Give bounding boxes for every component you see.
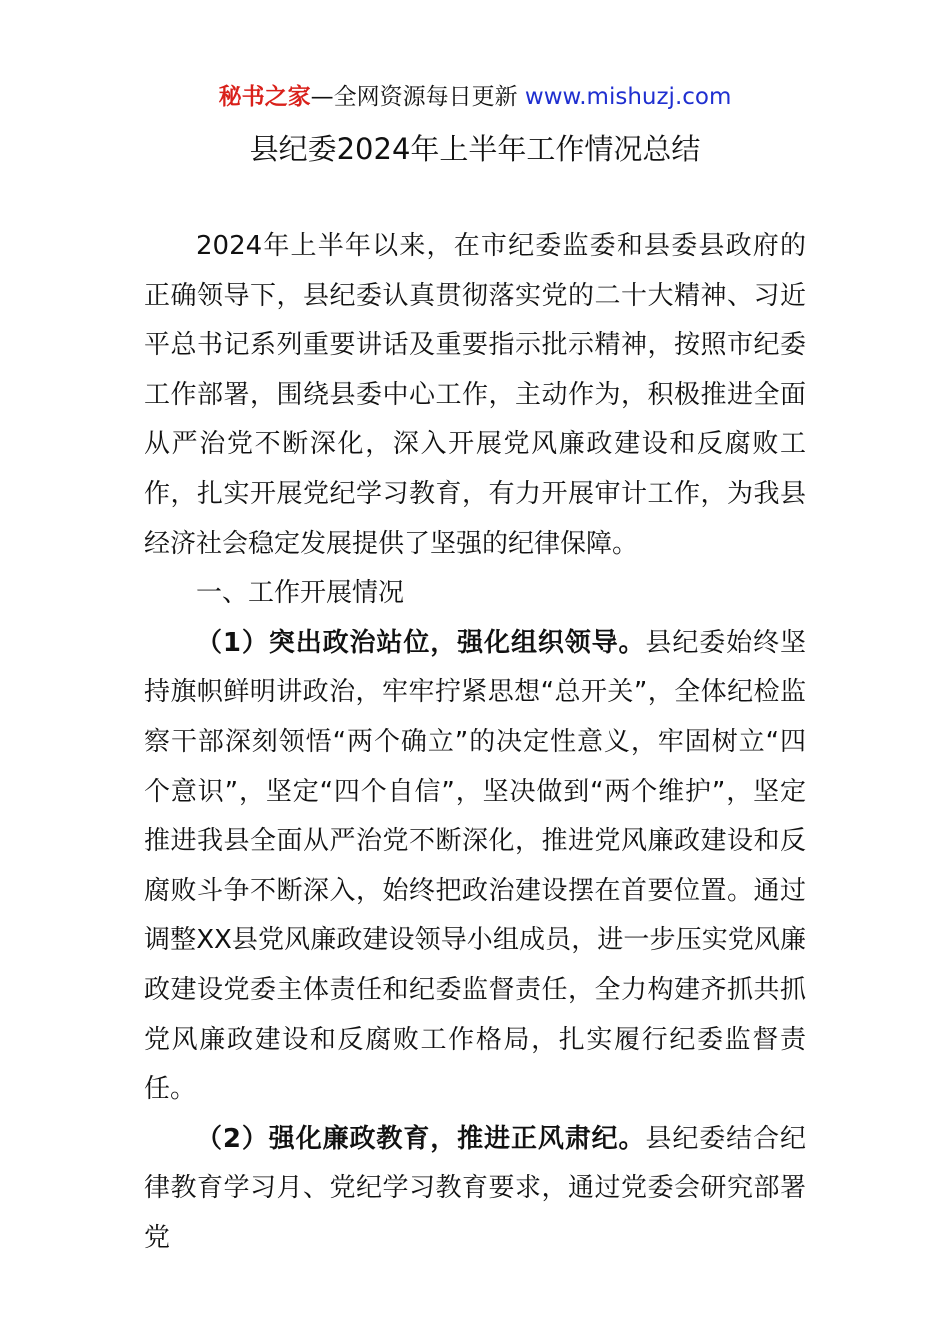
site-name: 秘书之家 [218, 84, 311, 110]
item-1-lead: （1）突出政治站位，强化组织领导。 [196, 627, 646, 658]
item-2-paragraph [144, 1115, 806, 1264]
item-2-lead: （2）强化廉政教育，推进正风肃纪。 [196, 1123, 646, 1154]
site-tagline: —全网资源每日更新 [310, 84, 525, 110]
item-1-paragraph [144, 619, 806, 1115]
document-title: 县纪委2024年上半年工作情况总结 [249, 132, 701, 166]
item-1-body: 县纪委始终坚持旗帜鲜明讲政治，牢牢拧紧思想“总开关”，全体纪检监察干部深刻领悟“两个确立”的决定性意义，牢固树立“四个意识”，坚定“四个自信”，坚决做到“两个维护”，坚定推进我县全面从严治党不断深化，推进党风廉政建设和反腐败斗争不断深入，始终把政治建设摆在首要位置。通过调整XX县党风廉政建设领导小组成员，进一步压实党风廉政建设党委主体责任和纪委监督责任，全力构建齐抓共抓党风廉政建设和反腐败工作格局，扎实履行纪委监督责任。 [144, 627, 806, 1105]
intro-paragraph: 2024年上半年以来，在市纪委监委和县委县政府的正确领导下，县纪委认真贯彻落实党的二十大精神、习近平总书记系列重要讲话及重要指示批示精神，按照市纪委工作部署，围绕县委中心工作，主动作为，积极推进全面从严治党不断深化，深入开展党风廉政建设和反腐败工作，扎实开展党纪学习教育，有力开展审计工作，为我县经济社会稳定发展提供了坚强的纪律保障。 [144, 231, 806, 559]
site-url-link[interactable]: www.mishuzj.com [524, 84, 732, 110]
document-body [144, 222, 806, 1263]
item-2-body: 县纪委结合纪律教育学习月、党纪学习教育要求，通过党委会研究部署党 [144, 1123, 806, 1253]
site-header [0, 80, 950, 114]
section-heading: 一、工作开展情况 [196, 578, 405, 609]
